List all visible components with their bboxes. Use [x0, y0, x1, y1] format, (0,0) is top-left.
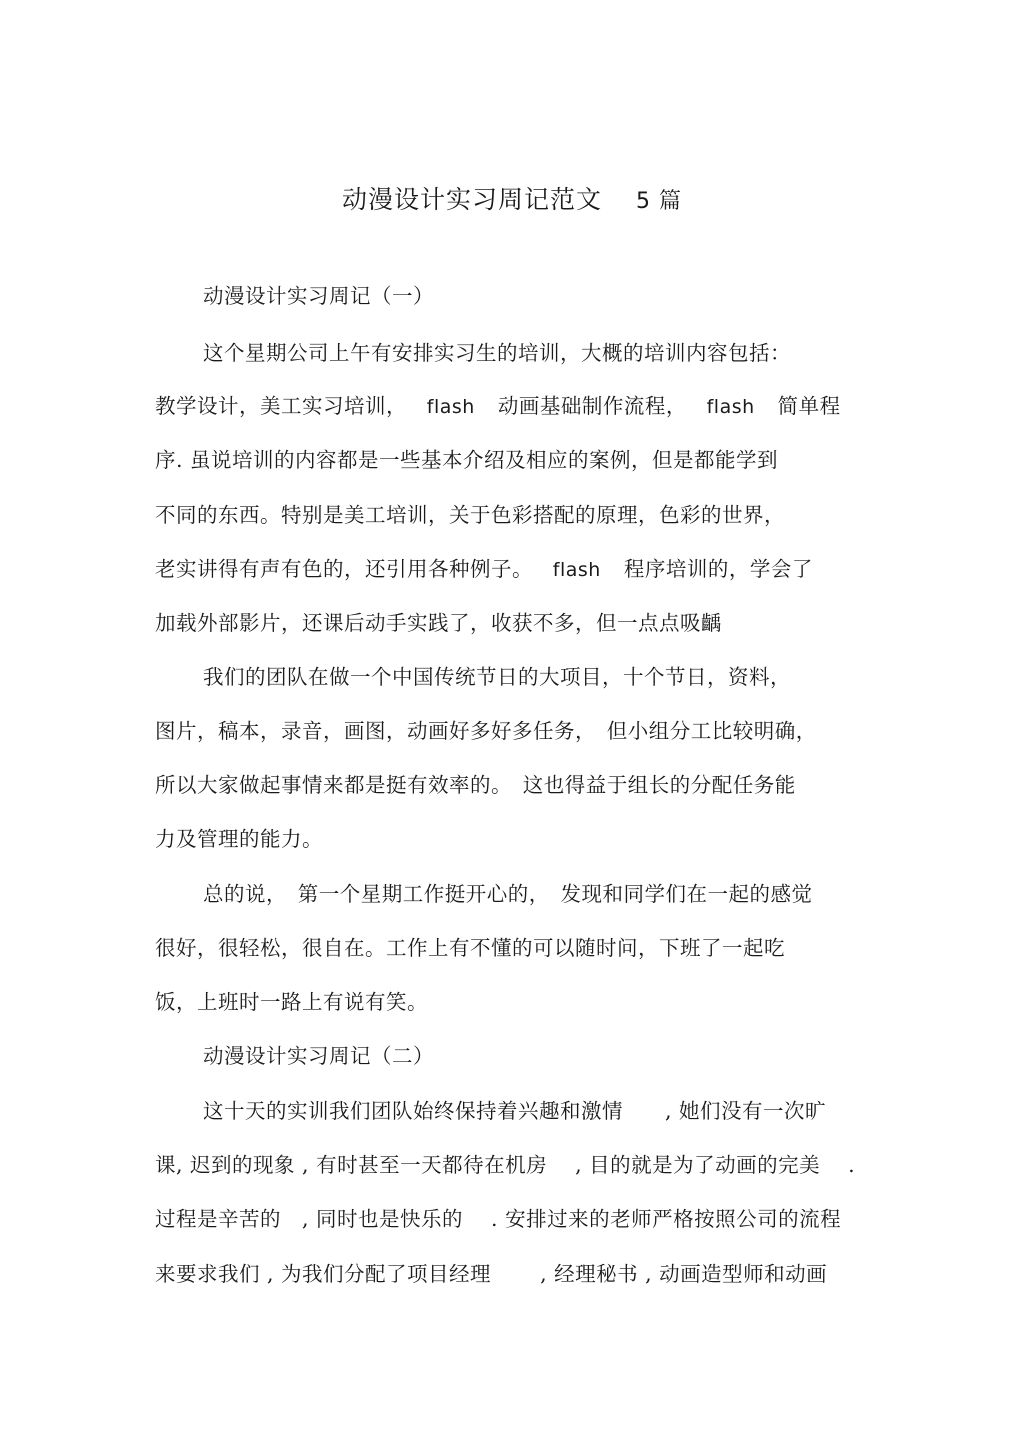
- title-count: 5 篇: [636, 189, 682, 214]
- section-heading-1: 动漫设计实习周记（一）: [203, 284, 434, 308]
- text-line: 图片，稿本，录音，画图，动画好多好多任务， 但小组分工比较明确，: [155, 719, 817, 743]
- section-heading-2: 动漫设计实习周记（二）: [203, 1044, 434, 1068]
- text-line: 很好，很轻松，很自在。工作上有不懂的可以随时问，下班了一起吃: [155, 936, 785, 960]
- title-text: 动漫设计实习周记范文: [341, 185, 602, 214]
- text-line: 不同的东西。特别是美工培训，关于色彩搭配的原理，色彩的世界，: [155, 503, 785, 527]
- text-line: 这个星期公司上午有安排实习生的培训，大概的培训内容包括：: [203, 341, 791, 365]
- latin-word: flash: [706, 396, 755, 418]
- text-line: 教学设计，美工实习培训， flash 动画基础制作流程， flash 简单程: [155, 394, 841, 418]
- text-line: 来要求我们 , 为我们分配了项目经理 , 经理秘书 , 动画造型师和动画: [155, 1262, 828, 1286]
- text-line: 老实讲得有声有色的，还引用各种例子。 flash 程序培训的，学会了: [155, 557, 813, 581]
- text-line: 课, 迟到的现象 , 有时甚至一天都待在机房 , 目的就是为了动画的完美 .: [155, 1153, 856, 1177]
- text-line: 力及管理的能力。: [155, 827, 323, 851]
- text-line: 过程是辛苦的 , 同时也是快乐的 . 安排过来的老师严格按照公司的流程: [155, 1207, 842, 1231]
- text-line: 我们的团队在做一个中国传统节日的大项目，十个节日，资料，: [203, 665, 791, 689]
- text-line: 饭，上班时一路上有说有笑。: [155, 990, 428, 1014]
- latin-word: flash: [426, 396, 475, 418]
- text-line: 所以大家做起事情来都是挺有效率的。 这也得益于组长的分配任务能: [155, 773, 796, 797]
- latin-word: flash: [552, 559, 601, 581]
- text-line: 总的说， 第一个星期工作挺开心的， 发现和同学们在一起的感觉: [203, 882, 813, 906]
- text-line: 这十天的实训我们团队始终保持着兴趣和激情 , 她们没有一次旷: [203, 1099, 827, 1123]
- text-line: 加载外部影片，还课后动手实践了，收获不多，但一点点吸齲: [155, 611, 722, 635]
- page-title: [0, 180, 1024, 222]
- text-line: 序. 虽说培训的内容都是一些基本介绍及相应的案例，但是都能学到: [155, 448, 779, 472]
